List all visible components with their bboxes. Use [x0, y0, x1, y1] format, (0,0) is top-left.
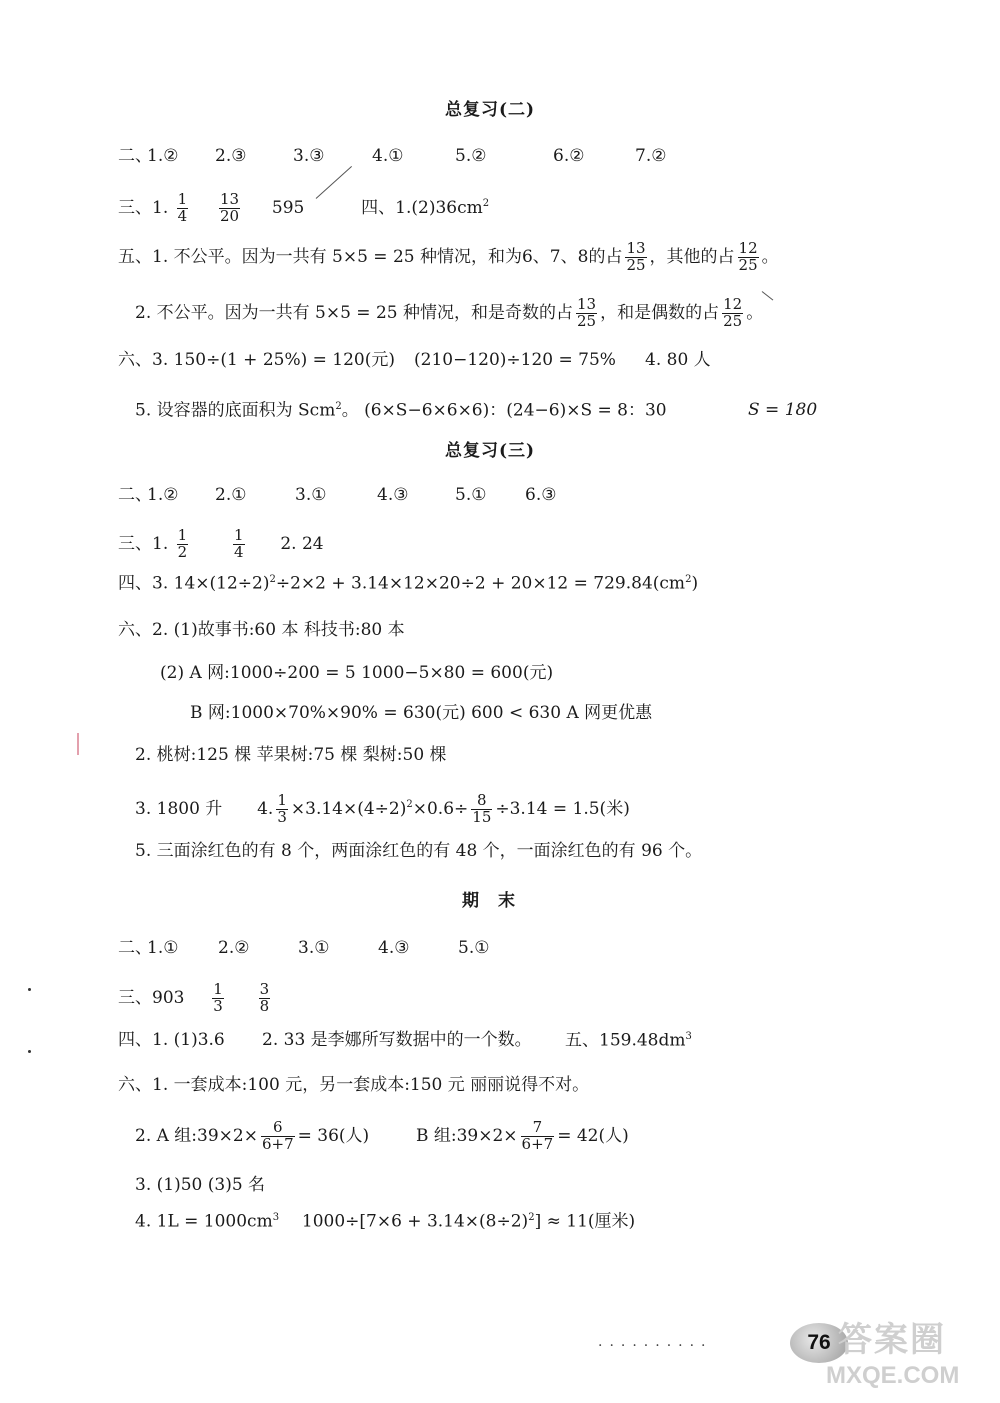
review3-line-9: 5. 三面涂红色的有 8 个，两面涂红色的有 48 个，一面涂红色的有 96 个。	[135, 841, 703, 861]
stray-dot	[28, 988, 31, 991]
answer-item: 2.②	[218, 938, 250, 958]
answer-item: 3.①	[295, 485, 327, 505]
answer-item: 6.③	[525, 485, 557, 505]
fraction: $\frac{13}{25}$	[577, 295, 597, 330]
answer-item: 6.②	[553, 146, 585, 166]
stray-dot	[28, 1050, 31, 1053]
answer-item: 5.①	[455, 485, 487, 505]
review2-line-2: 三、1. $\frac{1}{4}$ $\frac{13}{20}$ 595 四、$1.(2)36cm^2$	[118, 190, 490, 225]
review3-line-2: 三、1. $\frac{1}{2}$ $\frac{1}{4}$ 2. 24	[118, 526, 324, 561]
final-line-4: 六、1. 一套成本:100 元，另一套成本:150 元 丽丽说得不对。	[118, 1075, 590, 1095]
final-line-6: 3. (1)50 (3)5 名	[135, 1175, 266, 1195]
answer-item: 1.②	[147, 485, 179, 505]
answer-item: 5.①	[458, 938, 490, 958]
answer-item: 2.③	[215, 146, 247, 166]
fraction: $\frac{13}{25}$	[626, 239, 646, 274]
final-line-5: 2. A 组:39×2× $\frac{6}{6+7}$ = 36(人) B 组:39×2× $\frac{7}{6+7}$ = 42(人)	[135, 1118, 629, 1153]
fraction: $\frac{3}{8}$	[259, 980, 270, 1015]
page-number: 76	[790, 1323, 848, 1363]
fraction: $\frac{13}{20}$	[220, 190, 240, 225]
footer-dots: ··········	[598, 1338, 713, 1354]
answer-item: 4.①	[372, 146, 404, 166]
fraction: $\frac{1}{3}$	[277, 791, 287, 826]
answer-item: 3.①	[298, 938, 330, 958]
review3-line-6: B 网:1000×70%×90% = 630(元) 600 < 630 A 网更优惠	[190, 703, 653, 723]
section-title-final: 期 末	[462, 891, 516, 911]
line-prefix: 二、	[118, 146, 152, 166]
fraction: $\frac{8}{15}$	[472, 791, 492, 826]
answer-item: 4.③	[377, 485, 409, 505]
final-line-7: 4. $1L = 1000cm^3$ $1000\div[7\times 6 + 3.14\times(8\div 2)^2] \approx 11$(厘米)	[135, 1211, 636, 1232]
section-title-review-2: 总复习(二)	[445, 100, 536, 120]
fraction: $\frac{1}{3}$	[213, 980, 223, 1015]
review3-line-4: 六、2. (1)故事书:60 本 科技书:80 本	[118, 620, 405, 640]
fraction: $\frac{1}{2}$	[177, 526, 188, 561]
answer-item: 2.①	[215, 485, 247, 505]
fraction: $\frac{7}{6+7}$	[521, 1118, 554, 1153]
answer-item: 1.②	[147, 146, 179, 166]
watermark-logo: 答案圈	[838, 1321, 946, 1359]
review3-line-5: (2) A 网:1000÷200 = 5 1000−5×80 = 600(元)	[160, 663, 554, 683]
answer-item: 7.②	[635, 146, 667, 166]
final-line-2: 三、903 $\frac{1}{3}$ $\frac{3}{8}$	[118, 980, 270, 1015]
answer-item: 3.③	[293, 146, 325, 166]
pen-mark	[77, 733, 79, 755]
review2-line-4: 2. 不公平。因为一共有 5×5 = 25 种情况，和是奇数的占 $\frac{13}{25}$ ，和是偶数的占 $\frac{12}{25}$ 。	[135, 295, 764, 330]
review2-line-3: 五、1. 不公平。因为一共有 5×5 = 25 种情况，和为6、7、8的占 $\frac{13}{25}$ ，其他的占 $\frac{12}{25}$ 。	[118, 239, 779, 274]
answer-item: 5.②	[455, 146, 487, 166]
answer-item: 1.①	[147, 938, 179, 958]
review3-line-3: 四、3. $14\times(12\div 2)^2\div 2\times 2 + 3.14\times 12\times 20\div 2 + 20\times 12 = 729.84(cm^2)$	[118, 573, 699, 594]
review3-line-7: 2. 桃树:125 棵 苹果树:75 棵 梨树:50 棵	[135, 745, 447, 765]
fraction: $\frac{6}{6+7}$	[261, 1118, 294, 1153]
fraction: $\frac{12}{25}$	[738, 239, 758, 274]
fraction: $\frac{12}{25}$	[723, 295, 743, 330]
section-title-review-3: 总复习(三)	[445, 441, 536, 461]
review3-line-8: 3. 1800 升 4. $\frac{1}{3}$ $\times 3.14\times(4\div 2)^2\times 0.6\div$ $\frac{8}{15}$ ÷3.14 = 1.5(米)	[135, 791, 630, 826]
fraction: $\frac{1}{4}$	[177, 190, 188, 225]
answer-item: 4.③	[378, 938, 410, 958]
pen-stroke	[762, 291, 774, 300]
fraction: $\frac{1}{4}$	[234, 526, 244, 561]
watermark-url: MXQE.COM	[826, 1362, 960, 1389]
